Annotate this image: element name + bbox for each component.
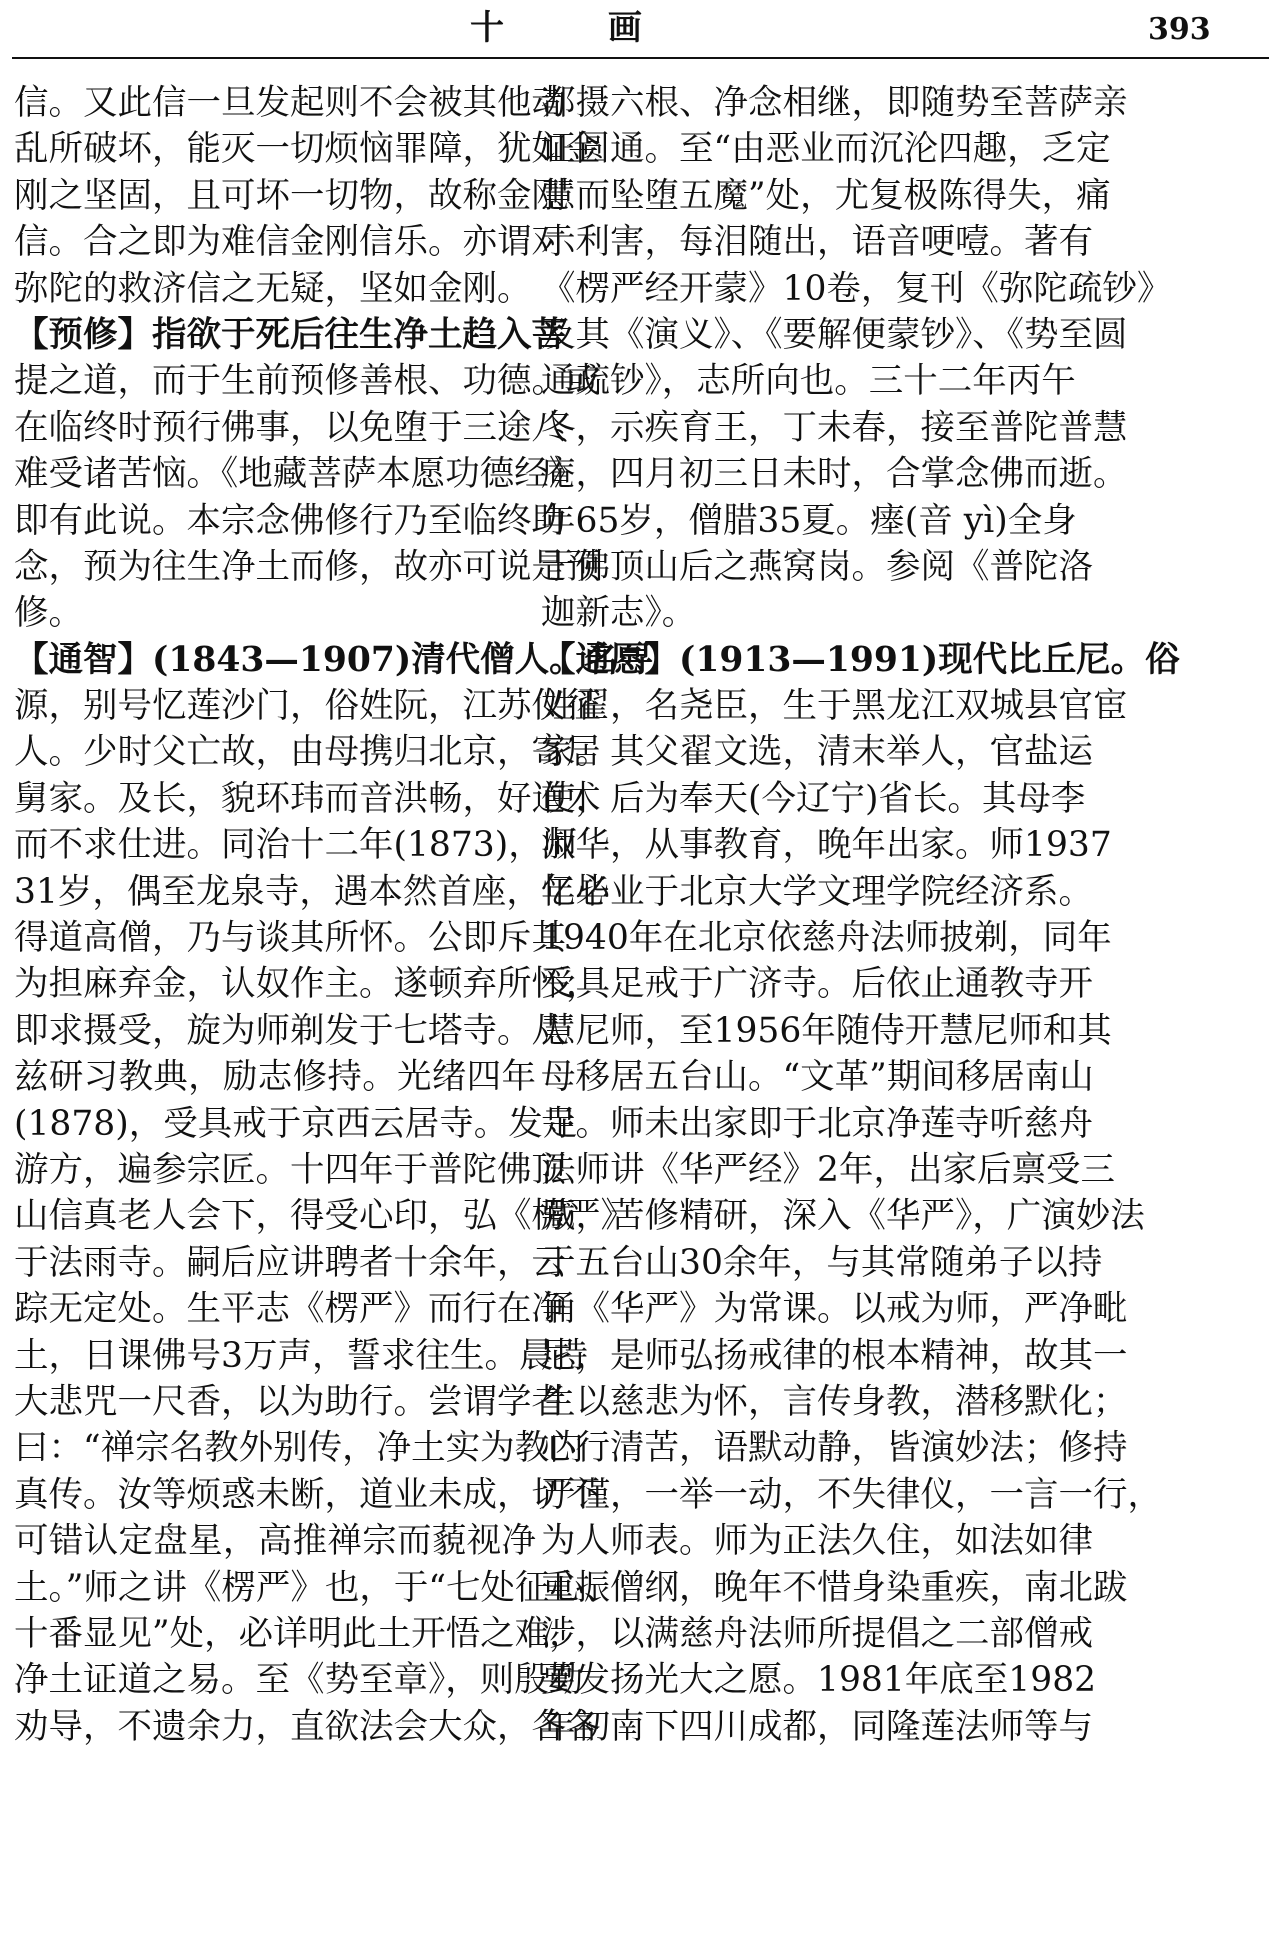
text-line: 难受诸苦恼。《地藏菩萨本愿功德经》: [14, 454, 584, 495]
text-line: 修。: [14, 593, 83, 634]
text-line: 兹研习教典，励志修持。光绪四年: [14, 1057, 536, 1098]
text-line: 证圆通。至“由恶业而沉沦四趣，乏定: [541, 129, 1111, 170]
text-line: 及其《演义》、《要解便蒙钞》、《势至圆: [541, 314, 1128, 355]
text-line: 踪无定处。生平志《楞严》而行在净: [14, 1289, 566, 1330]
text-line: 寺。师未出家即于北京净莲寺听慈舟: [541, 1103, 1093, 1144]
text-line: 诵《华严》为常课。以戒为师，严净毗: [541, 1289, 1128, 1330]
text-line: 藏，苦修精研，深入《华严》，广演妙法: [541, 1196, 1145, 1237]
text-line: 31岁，偶至龙泉寺，遇本然首座，忆必: [14, 871, 610, 912]
text-line: 而不求仕进。同治十二年(1873)，师: [14, 825, 578, 866]
text-line: 【通愿】(1913—1991)现代比丘尼。俗: [541, 639, 1180, 680]
text-line: 涉，以满慈舟法师所提倡之二部僧戒: [541, 1613, 1093, 1654]
text-line: 年初南下四川成都，同隆莲法师等与: [541, 1706, 1093, 1747]
text-line: 冬，示疾育王，丁未春，接至普陀普慧: [541, 407, 1128, 448]
text-line: 生以慈悲为怀，言传身教，潜移默化；: [541, 1381, 1128, 1422]
text-line: 劝导，不遗余力，直欲法会大众，各各: [14, 1706, 601, 1747]
right-column: [541, 80, 1180, 1750]
page-header: [0, 0, 1281, 62]
text-line: 重振僧纲，晚年不惜身染重疾，南北跋: [541, 1567, 1128, 1608]
text-line: 【预修】指欲于死后往生净土趋入菩: [14, 314, 566, 355]
header-rule: [12, 57, 1269, 59]
text-line: 十番显见”处，必详明此土开悟之难，: [14, 1613, 584, 1654]
page-number: 393: [1148, 12, 1211, 47]
text-line: 在临终时预行佛事，以免堕于三途八: [14, 407, 566, 448]
text-line: 都摄六根、净念相继，即随势至菩萨亲: [541, 83, 1128, 123]
text-line: 庵，四月初三日未时，合掌念佛而逝。: [541, 454, 1128, 495]
text-line: 家。其父翟文选，清末举人，官盐运: [541, 732, 1093, 773]
text-line: 心行清苦，语默动静，皆演妙法；修持: [541, 1428, 1128, 1469]
text-line: 弥陀的救济信之无疑，坚如金刚。: [14, 268, 532, 309]
text-line: 可错认定盘星，高推禅宗而藐视净: [14, 1521, 536, 1562]
text-line: 母移居五台山。“文革”期间移居南山: [541, 1057, 1094, 1098]
text-line: 真传。汝等烦惑未断，道业未成，切不: [14, 1474, 601, 1515]
text-line: 曰：“禅宗名教外别传，净土实为教内: [14, 1428, 584, 1469]
text-line: 念，预为往生净土而修，故亦可说是预: [14, 546, 601, 587]
text-line: 严谨，一举一动，不失律仪，一言一行，: [541, 1474, 1162, 1515]
text-line: 法师讲《华严经》2年，出家后禀受三: [541, 1149, 1115, 1190]
text-line: 乱所破坏，能灭一切烦恼罪障，犹如金: [14, 129, 601, 170]
text-line: 为担麻弃金，认奴作主。遂顿弃所怀，: [14, 964, 601, 1005]
text-line: 舅家。及长，貌环玮而音洪畅，好道术: [14, 778, 601, 819]
text-line: 大悲咒一尺香，以为助行。尝谓学者: [14, 1381, 566, 1422]
text-line: 提之道，而于生前预修善根、功德。或: [14, 361, 601, 402]
text-line: 信。又此信一旦发起则不会被其他动: [14, 83, 566, 123]
text-line: 土。”师之讲《楞严》也，于“七处征心、: [14, 1567, 619, 1608]
text-line: 尼，是师弘扬戒律的根本精神，故其一: [541, 1335, 1128, 1376]
text-line: 得道高僧，乃与谈其所怀。公即斥其: [14, 918, 566, 959]
text-line: 净土证道之易。至《势至章》，则殷勤: [14, 1660, 584, 1701]
text-line: 源，别号忆莲沙门，俗姓阮，江苏仪征: [14, 686, 601, 727]
text-line: 于佛顶山后之燕窝岗。参阅《普陀洛: [541, 546, 1093, 587]
text-line: 慧而坠堕五魔”处，尤复极陈得失，痛: [541, 175, 1111, 216]
text-line: 即有此说。本宗念佛修行乃至临终助: [14, 500, 566, 541]
text-line: 1940年在北京依慈舟法师披剃，同年: [541, 918, 1112, 959]
text-line: 土，日课佛号3万声，誓求往生。晨持: [14, 1335, 588, 1376]
text-line: 人。少时父亡故，由母携归北京，寄居: [14, 732, 601, 773]
text-line: 年毕业于北京大学文理学院经济系。: [541, 871, 1093, 912]
section-title: 十 画: [470, 8, 688, 48]
text-line: 年65岁，僧腊35夏。瘗(音 yì)全身: [541, 500, 1077, 541]
text-line: 迦新志》。: [541, 593, 697, 634]
text-line: 淑华，从事教育，晚年出家。师1937: [541, 825, 1112, 866]
text-line: 示利害，每泪随出，语音哽噎。著有: [541, 222, 1093, 263]
text-line: 刚之坚固，且可坏一切物，故称金刚: [14, 175, 566, 216]
text-line: 受具足戒于广济寺。后依止通教寺开: [541, 964, 1093, 1005]
text-line: 《楞严经开蒙》10卷，复刊《弥陀疏钞》: [541, 268, 1172, 309]
text-line: 于法雨寺。嗣后应讲聘者十余年，云: [14, 1242, 566, 1283]
text-line: 【通智】(1843—1907)清代僧人。名寻: [14, 639, 653, 680]
text-line: 游方，遍参宗匠。十四年于普陀佛顶: [14, 1149, 566, 1190]
text-line: 要发扬光大之愿。1981年底至1982: [541, 1660, 1097, 1701]
text-line: 山信真老人会下，得受心印，弘《楞严》: [14, 1196, 635, 1237]
text-line: 使，后为奉天(今辽宁)省长。其母李: [541, 778, 1086, 819]
text-line: (1878)，受具戒于京西云居寺。发足: [14, 1103, 578, 1144]
text-line: 于五台山30余年，与其常随弟子以持: [541, 1242, 1103, 1283]
text-line: 即求摄受，旋为师剃发于七塔寺。从: [14, 1010, 566, 1051]
text-line: 为人师表。师为正法久住，如法如律: [541, 1521, 1093, 1562]
text-line: 慧尼师，至1956年随侍开慧尼师和其: [541, 1010, 1112, 1051]
text-line: 通疏钞》，志所向也。三十二年丙午: [541, 361, 1076, 402]
text-line: 信。合之即为难信金刚信乐。亦谓对: [14, 222, 566, 263]
text-line: 姓翟，名尧臣，生于黑龙江双城县官宦: [541, 686, 1128, 727]
